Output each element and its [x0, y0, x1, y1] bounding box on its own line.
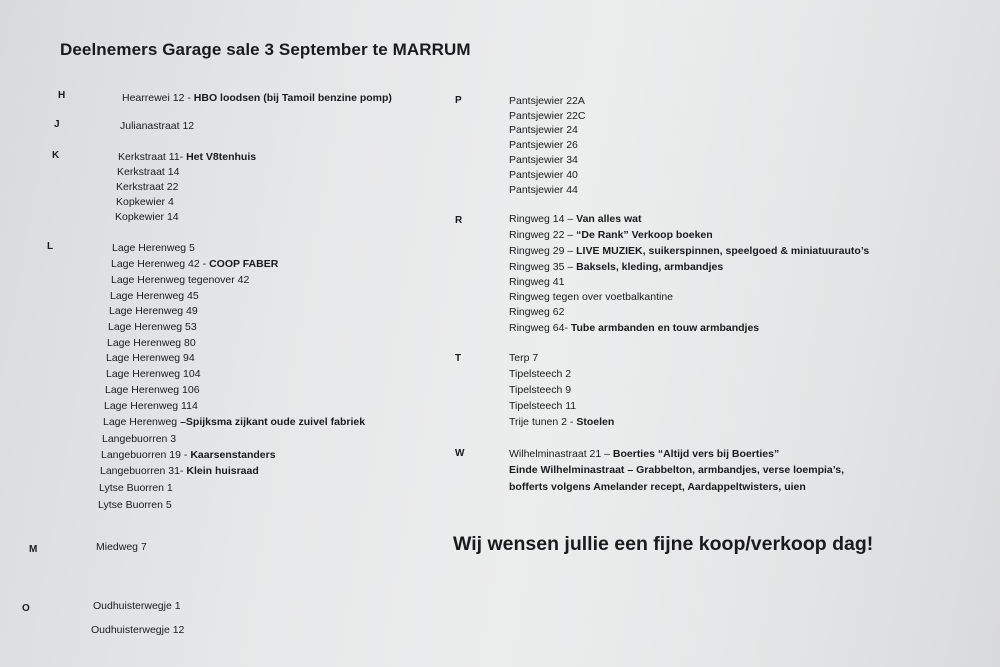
- address-entry: [106, 368, 201, 381]
- address-entry: [509, 276, 564, 289]
- address-entry: [116, 196, 174, 209]
- address-text: Lage Herenweg tegenover 42: [111, 274, 250, 286]
- address-entry: [509, 416, 614, 429]
- address-text: Tipelsteech 9: [509, 384, 572, 396]
- address-text: Lage Herenweg 45: [110, 290, 199, 302]
- address-entry: [111, 258, 278, 271]
- address-entry: [509, 261, 723, 274]
- address-entry: [509, 213, 642, 226]
- address-entry: [120, 120, 194, 133]
- address-text: Ringweg 62: [509, 306, 565, 318]
- address-text: Ringweg 29 –: [509, 245, 577, 257]
- address-text: Oudhuisterwegje 12: [91, 624, 185, 636]
- address-entry: [509, 400, 576, 413]
- address-description: COOP FABER: [209, 258, 279, 270]
- address-text: Pantsjewier 26: [509, 139, 578, 151]
- address-entry: [105, 384, 200, 397]
- address-description: “De Rank” Verkoop boeken: [576, 229, 713, 241]
- address-text: Pantsjewier 22C: [509, 110, 586, 122]
- address-text: Langebuorren 3: [102, 433, 177, 445]
- address-text: Lage Herenweg 80: [107, 337, 196, 349]
- address-entry: [107, 337, 196, 350]
- address-entry: [106, 352, 195, 365]
- address-text: Miedweg 7: [96, 541, 147, 553]
- address-entry: [509, 306, 564, 319]
- address-text: Ringweg 41: [509, 276, 565, 288]
- address-entry: [509, 184, 578, 197]
- address-entry: [509, 95, 585, 108]
- section-letter-w: W: [455, 448, 465, 459]
- section-letter-r: R: [455, 215, 463, 226]
- address-entry: [509, 481, 806, 494]
- address-description: Tube armbanden en touw armbandjes: [570, 322, 760, 334]
- address-entry: [110, 290, 199, 303]
- address-text: Terp 7: [509, 352, 539, 364]
- address-text: Lage Herenweg 106: [105, 384, 200, 396]
- address-text: Lytse Buorren 1: [99, 482, 173, 494]
- address-text: Lage Herenweg: [103, 416, 181, 428]
- address-description: Klein huisraad: [186, 465, 259, 477]
- address-text: Trije tunen 2 -: [509, 416, 577, 428]
- address-entry: [91, 624, 184, 637]
- address-text: Ringweg 64-: [509, 322, 571, 334]
- address-text: Langebuorren 31-: [100, 465, 187, 477]
- address-entry: [112, 242, 195, 255]
- address-entry: [509, 154, 578, 167]
- address-text: Kerkstraat 14: [117, 166, 180, 178]
- address-description: LIVE MUZIEK, suikerspinnen, speelgoed & miniatuurauto’s: [576, 245, 870, 257]
- address-entry: [111, 274, 249, 287]
- section-letter-p: P: [455, 95, 462, 106]
- address-entry: [101, 449, 276, 462]
- address-description: Het V8tenhuis: [186, 151, 257, 163]
- address-text: Pantsjewier 34: [509, 154, 578, 166]
- address-entry: [509, 291, 673, 304]
- address-text: Lage Herenweg 5: [112, 242, 195, 254]
- address-text: Ringweg 35 –: [509, 261, 577, 273]
- address-entry: [509, 384, 571, 397]
- address-entry: [93, 600, 181, 613]
- address-text: Hearrewei 12 -: [122, 92, 194, 104]
- closing-message: Wij wensen jullie een fijne koop/verkoop dag!: [453, 533, 874, 555]
- address-entry: [122, 92, 392, 105]
- address-entry: [104, 400, 198, 413]
- address-text: Ringweg tegen over voetbalkantine: [509, 291, 674, 303]
- address-text: Kerkstraat 11-: [118, 151, 187, 163]
- address-entry: [108, 321, 197, 334]
- address-entry: [117, 166, 179, 179]
- address-text: Tipelsteech 11: [509, 400, 577, 412]
- address-text: Oudhuisterwegje 1: [93, 600, 181, 612]
- address-entry: [109, 305, 198, 318]
- section-letter-k: K: [52, 150, 60, 161]
- section-letter-l: L: [47, 241, 54, 252]
- address-text: Lage Herenweg 104: [106, 368, 201, 380]
- address-entry: [100, 465, 259, 478]
- address-entry: [509, 352, 538, 365]
- address-entry: [118, 151, 256, 164]
- section-letter-t: T: [455, 353, 462, 364]
- address-entry: [99, 482, 173, 495]
- address-entry: [509, 464, 844, 477]
- address-text: Lage Herenweg 94: [106, 352, 195, 364]
- address-entry: [509, 245, 869, 258]
- address-text: Lage Herenweg 114: [104, 400, 198, 412]
- address-text: Pantsjewier 40: [509, 169, 578, 181]
- address-text: Pantsjewier 24: [509, 124, 578, 136]
- address-text: Ringweg 22 –: [509, 229, 577, 241]
- address-description: Van alles wat: [576, 213, 642, 225]
- address-entry: [509, 229, 713, 242]
- address-text: Kopkewier 4: [116, 196, 174, 208]
- address-text: Langebuorren 19 -: [101, 449, 191, 461]
- address-description: Kaarsenstanders: [190, 449, 276, 461]
- address-description: HBO loodsen (bij Tamoil benzine pomp): [193, 92, 392, 104]
- address-text: Wilhelminastraat 21 –: [509, 448, 613, 460]
- address-text: Pantsjewier 22A: [509, 95, 585, 107]
- section-letter-h: H: [58, 90, 66, 101]
- section-letter-j: J: [54, 119, 60, 130]
- address-description: Stoelen: [576, 416, 615, 428]
- address-description: bofferts volgens Amelander recept, Aardappeltwisters, uien: [509, 481, 806, 493]
- address-text: Tipelsteech 2: [509, 368, 572, 380]
- address-text: Lage Herenweg 42 -: [111, 258, 210, 270]
- address-entry: [115, 211, 179, 224]
- address-description: Einde Wilhelminastraat – Grabbelton, armbandjes, verse loempia’s,: [509, 464, 845, 476]
- address-entry: [98, 499, 172, 512]
- address-description: Boerties “Altijd vers bij Boerties”: [612, 448, 780, 460]
- address-entry: [509, 368, 571, 381]
- address-description: Baksels, kleding, armbandjes: [576, 261, 724, 273]
- address-text: Lytse Buorren 5: [98, 499, 172, 511]
- document-title: Deelnemers Garage sale 3 September te MARRUM: [60, 40, 471, 59]
- address-entry: [116, 181, 178, 194]
- address-text: Ringweg 14 –: [509, 213, 577, 225]
- address-entry: [509, 110, 585, 123]
- address-entry: [103, 416, 365, 429]
- address-entry: [102, 433, 176, 446]
- address-text: Julianastraat 12: [120, 120, 195, 132]
- address-entry: [509, 139, 578, 152]
- address-text: Pantsjewier 44: [509, 184, 578, 196]
- section-letter-o: O: [22, 603, 30, 614]
- address-text: Lage Herenweg 49: [109, 305, 198, 317]
- address-entry: [509, 448, 779, 461]
- address-text: Kerkstraat 22: [116, 181, 179, 193]
- section-letter-m: M: [29, 544, 38, 555]
- address-text: Lage Herenweg 53: [108, 321, 197, 333]
- address-text: Kopkewier 14: [115, 211, 179, 223]
- address-entry: [96, 541, 147, 554]
- address-description: –Spijksma zijkant oude zuivel fabriek: [180, 416, 366, 428]
- address-entry: [509, 124, 578, 137]
- address-entry: [509, 322, 759, 335]
- address-entry: [509, 169, 578, 182]
